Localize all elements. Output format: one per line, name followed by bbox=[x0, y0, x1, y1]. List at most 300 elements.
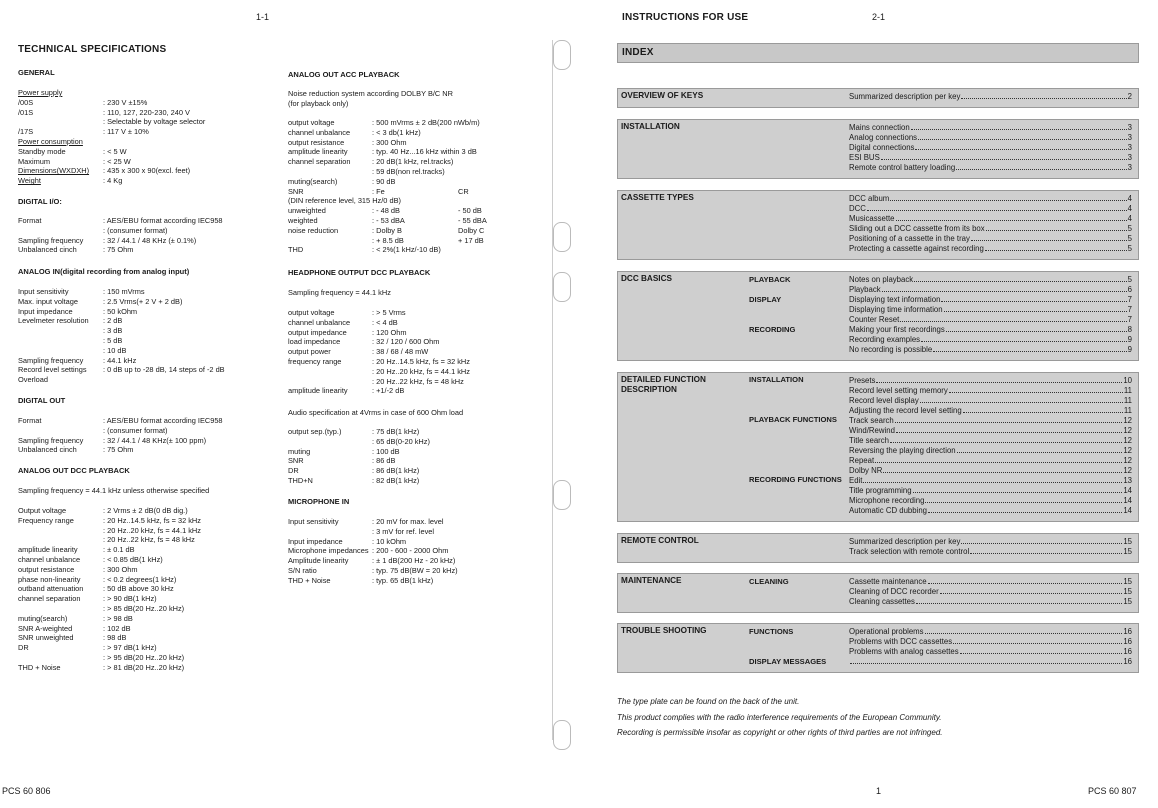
spec-value: : 120 Ohm bbox=[372, 327, 407, 337]
spec-value: : typ. 75 dB(BW = 20 kHz) bbox=[372, 565, 458, 575]
index-title: INDEX bbox=[622, 47, 654, 58]
index-entry[interactable] bbox=[849, 92, 1132, 102]
spec-label bbox=[18, 426, 103, 436]
microphone-spec-list bbox=[288, 517, 458, 586]
analog-out-acc-intro-1: Noise reduction system according DOLBY B/C NR bbox=[288, 89, 453, 98]
index-entry-title: Record level setting memory bbox=[849, 386, 948, 395]
index-entry-page: 3 bbox=[1127, 133, 1132, 142]
spec-label bbox=[18, 604, 103, 614]
index-entry[interactable] bbox=[849, 194, 1132, 204]
index-entry[interactable] bbox=[849, 143, 1132, 153]
left-footer-code: PCS 60 806 bbox=[2, 786, 51, 796]
spec-label bbox=[18, 336, 103, 346]
index-category: REMOTE CONTROL bbox=[621, 536, 699, 545]
headphone-audio-spec: Audio specification at 4Vrms in case of 600 Ohm load bbox=[288, 408, 464, 417]
spec-value: : 32 / 44.1 / 48 KHz(± 100 ppm) bbox=[103, 435, 207, 445]
index-entry[interactable] bbox=[849, 627, 1132, 637]
index-entry-page: 4 bbox=[1127, 214, 1132, 223]
spec-label: Sampling frequency bbox=[18, 235, 84, 245]
spec-value: : Dolby B bbox=[372, 225, 402, 235]
index-entry[interactable] bbox=[849, 587, 1132, 597]
index-entry[interactable] bbox=[849, 637, 1132, 647]
index-entry-page: 16 bbox=[1123, 637, 1132, 646]
index-entry[interactable] bbox=[849, 335, 1132, 345]
index-entry-page: 12 bbox=[1123, 446, 1132, 455]
spec-value: : 86 dB bbox=[372, 456, 396, 466]
spec-value: : < 0.85 dB(1 kHz) bbox=[103, 554, 163, 564]
index-category: TROUBLE SHOOTING bbox=[621, 626, 707, 635]
spec-label bbox=[18, 117, 103, 127]
spec-label: output resistance bbox=[288, 137, 345, 147]
gutter-line bbox=[552, 40, 553, 740]
index-entry-title: Recording examples bbox=[849, 335, 921, 344]
index-entry-title: Protecting a cassette against recording bbox=[849, 244, 984, 253]
spec-label bbox=[18, 526, 103, 536]
index-subcategory: DISPLAY MESSAGES bbox=[749, 657, 827, 666]
page-title: TECHNICAL SPECIFICATIONS bbox=[18, 44, 167, 55]
index-entry[interactable] bbox=[849, 547, 1132, 557]
spec-value: : > 85 dB(20 Hz..20 kHz) bbox=[103, 603, 185, 613]
index-entry-page: 16 bbox=[1123, 647, 1132, 656]
spec-value: : > 98 dB bbox=[103, 613, 133, 623]
spec-value-cr: - 55 dBA bbox=[458, 215, 487, 225]
spec-label: Levelmeter resolution bbox=[18, 316, 89, 326]
index-entry-title: Counter Reset bbox=[849, 315, 900, 324]
index-entry-title: Notes on playback bbox=[849, 275, 914, 284]
spec-value: : 20 mV for max. level bbox=[372, 517, 444, 526]
spec-label: Input sensitivity bbox=[288, 517, 339, 526]
spec-value: : 102 dB bbox=[103, 623, 131, 633]
spec-value: : 150 mVrms bbox=[103, 287, 145, 296]
spec-label bbox=[288, 167, 372, 177]
microphone-heading: MICROPHONE IN bbox=[288, 497, 350, 506]
spec-value: : ± 1 dB(200 Hz - 20 kHz) bbox=[372, 556, 456, 566]
spec-label: output voltage bbox=[288, 118, 335, 127]
index-entry[interactable] bbox=[849, 456, 1132, 466]
spec-label bbox=[18, 326, 103, 336]
index-entry-title: Operational problems bbox=[849, 627, 924, 636]
general-heading: GENERAL bbox=[18, 68, 55, 77]
spec-value: : 38 / 68 / 48 mW bbox=[372, 347, 429, 357]
note-radio-interference: This product complies with the radio interference requirements of the European Community. bbox=[617, 713, 942, 722]
index-entry[interactable] bbox=[849, 446, 1132, 456]
spec-label: Sampling frequency bbox=[18, 355, 84, 365]
index-entry[interactable] bbox=[849, 597, 1132, 607]
index-entry-page: 14 bbox=[1123, 486, 1132, 495]
spec-value: : 4 Kg bbox=[103, 176, 123, 186]
spec-label: channel separation bbox=[288, 157, 351, 167]
spec-label: THD+N bbox=[288, 475, 313, 485]
index-entry-page: 12 bbox=[1123, 416, 1132, 425]
index-entry-page: 12 bbox=[1123, 466, 1132, 475]
spec-label: Unbalanced cinch bbox=[18, 245, 77, 255]
index-entry-page: 4 bbox=[1127, 194, 1132, 203]
spec-label: channel unbalance bbox=[288, 317, 351, 327]
index-subcategory: DISPLAY bbox=[749, 295, 782, 304]
spec-label: output power bbox=[288, 347, 331, 357]
spec-value: : typ. 40 Hz...16 kHz within 3 dB bbox=[372, 147, 477, 157]
index-entry-page: 3 bbox=[1127, 143, 1132, 152]
spec-label: load impedance bbox=[288, 337, 341, 347]
index-entry[interactable] bbox=[849, 345, 1132, 355]
spec-label: /17S bbox=[18, 127, 34, 137]
spec-value: : Fe bbox=[372, 186, 385, 196]
spec-label: SNR bbox=[288, 186, 304, 196]
spec-value: : 110, 127, 220-230, 240 V bbox=[103, 107, 190, 117]
analog-out-acc-intro-2: (for playback only) bbox=[288, 99, 349, 108]
spec-label: Format bbox=[18, 416, 42, 425]
spec-label: Input impedance bbox=[18, 306, 73, 316]
spec-label: channel unbalance bbox=[288, 127, 351, 137]
spec-value: : < 2%(1 kHz/-10 dB) bbox=[372, 245, 441, 255]
note-copyright: Recording is permissible insofar as copyright or other rights of third parties are not infringed. bbox=[617, 728, 943, 737]
spec-label: muting bbox=[288, 446, 311, 456]
index-entry-title: DCC bbox=[849, 204, 866, 213]
spec-value: : 20 Hz..22 kHz, fs = 48 kHz bbox=[372, 376, 464, 386]
spec-value: : 59 dB(non rel.tracks) bbox=[372, 166, 445, 176]
index-entry[interactable] bbox=[849, 163, 1132, 173]
analog-out-dcc-spec-list bbox=[18, 506, 201, 673]
spec-value: : 20 Hz..20 kHz, fs = 44.1 kHz bbox=[372, 366, 470, 376]
spec-value: : < 4 dB bbox=[372, 317, 398, 327]
index-entry[interactable] bbox=[849, 496, 1132, 506]
index-entry-title: Track selection with remote control bbox=[849, 547, 970, 556]
index-category: DCC BASICS bbox=[621, 274, 672, 283]
index-entry-title: Edit bbox=[849, 476, 863, 485]
index-entry[interactable] bbox=[849, 406, 1132, 416]
spec-value: : 100 dB bbox=[372, 446, 400, 456]
analog-out-acc-heading: ANALOG OUT ACC PLAYBACK bbox=[288, 70, 400, 79]
index-entry[interactable] bbox=[849, 133, 1132, 143]
spec-value: : 20 Hz..22 kHz, fs = 48 kHz bbox=[103, 535, 195, 545]
spec-label: Microphone impedances bbox=[288, 546, 369, 556]
spec-value: : - 48 dB bbox=[372, 206, 400, 216]
binder-hole bbox=[553, 40, 571, 70]
index-entry-title: Adjusting the record level setting bbox=[849, 406, 962, 415]
spec-value: : 86 dB(1 kHz) bbox=[372, 466, 420, 476]
spec-label: output sep.(typ.) bbox=[288, 427, 342, 436]
index-category: CASSETTE TYPES bbox=[621, 193, 694, 202]
index-entry-title: Presets bbox=[849, 376, 876, 385]
index-entry-page: 5 bbox=[1127, 275, 1132, 284]
spec-value: : 2 dB bbox=[103, 316, 123, 326]
spec-label: SNR bbox=[288, 456, 304, 466]
spec-value: : 75 dB(1 kHz) bbox=[372, 427, 420, 436]
index-entry-page: 14 bbox=[1123, 506, 1132, 515]
spec-value: : Selectable by voltage selector bbox=[103, 117, 206, 127]
spec-label: Format bbox=[18, 216, 42, 225]
index-entry[interactable] bbox=[849, 285, 1132, 295]
index-entry[interactable] bbox=[849, 396, 1132, 406]
index-entry-page: 5 bbox=[1127, 234, 1132, 243]
index-entry-title: Problems with DCC cassettes bbox=[849, 637, 953, 646]
index-entry[interactable] bbox=[849, 426, 1132, 436]
headphone-heading: HEADPHONE OUTPUT DCC PLAYBACK bbox=[288, 268, 431, 277]
index-entry-title: Wind/Rewind bbox=[849, 426, 895, 435]
digital-out-heading: DIGITAL OUT bbox=[18, 396, 66, 405]
index-entry-page: 13 bbox=[1123, 476, 1132, 485]
spec-value: : 50 kOhm bbox=[103, 306, 138, 316]
spec-label: Output voltage bbox=[18, 506, 67, 515]
index-entry[interactable] bbox=[849, 305, 1132, 315]
right-page-header: INSTRUCTIONS FOR USE bbox=[622, 12, 749, 23]
spec-label: Power consumption bbox=[18, 136, 83, 146]
spec-value: : 20 dB(1 kHz, rel.tracks) bbox=[372, 157, 454, 167]
spec-label bbox=[18, 226, 103, 236]
spec-label: Sampling frequency bbox=[18, 435, 84, 445]
index-entry-title: Summarized description per key bbox=[849, 537, 961, 546]
note-type-plate: The type plate can be found on the back of the unit. bbox=[617, 697, 800, 706]
spec-value: : 200 - 600 - 2000 Ohm bbox=[372, 546, 449, 556]
spec-value: : 65 dB(0-20 kHz) bbox=[372, 436, 430, 446]
spec-value: : 90 dB bbox=[372, 176, 396, 186]
digital-io-heading: DIGITAL I/O: bbox=[18, 197, 62, 206]
index-entry-page: 5 bbox=[1127, 244, 1132, 253]
index-entry-title: Repeat bbox=[849, 456, 875, 465]
index-entry[interactable] bbox=[849, 537, 1132, 547]
index-entry-title: Mains connection bbox=[849, 123, 910, 132]
right-page-number-top: 2-1 bbox=[872, 12, 886, 22]
spec-value: : 82 dB(1 kHz) bbox=[372, 475, 420, 485]
spec-value-cr: + 17 dB bbox=[458, 235, 484, 245]
index-entry-title: Playback bbox=[849, 285, 881, 294]
spec-label bbox=[18, 535, 103, 545]
index-entry[interactable] bbox=[849, 386, 1132, 396]
spec-label: Weight bbox=[18, 176, 41, 186]
index-title-band bbox=[617, 43, 1139, 63]
index-entry-title: Digital connections bbox=[849, 143, 915, 152]
spec-label: Amplitude linearity bbox=[288, 556, 349, 566]
spec-value: : 10 kOhm bbox=[372, 536, 407, 546]
spec-value: : 75 Ohm bbox=[103, 445, 134, 455]
index-entry[interactable] bbox=[849, 153, 1132, 163]
index-entry-title: Title search bbox=[849, 436, 890, 445]
binder-hole bbox=[553, 720, 571, 750]
index-category: MAINTENANCE bbox=[621, 576, 682, 585]
index-entry[interactable] bbox=[849, 214, 1132, 224]
index-entry-title: No recording is possible bbox=[849, 345, 933, 354]
index-entry-page: 9 bbox=[1127, 345, 1132, 354]
index-entry[interactable] bbox=[849, 234, 1132, 244]
index-subcategory: FUNCTIONS bbox=[749, 627, 794, 636]
index-entry-page: 11 bbox=[1123, 386, 1132, 395]
index-entry-title: Problems with analog cassettes bbox=[849, 647, 959, 656]
headphone-spec-list-2 bbox=[288, 427, 430, 486]
spec-value: : 20 Hz..20 kHz, fs = 44.1 kHz bbox=[103, 525, 201, 535]
index-entry-page: 7 bbox=[1127, 295, 1132, 304]
index-subcategory: PLAYBACK bbox=[749, 275, 791, 284]
index-entry-page: 15 bbox=[1123, 587, 1132, 596]
spec-label: S/N ratio bbox=[288, 565, 317, 575]
spec-value: : 500 mVrms ± 2 dB(200 nWb/m) bbox=[372, 118, 480, 127]
index-entry-page: 15 bbox=[1123, 597, 1132, 606]
index-entry-title: Analog connections bbox=[849, 133, 918, 142]
spec-label: Overload bbox=[18, 375, 48, 385]
spec-value: : 2 Vrms ± 2 dB(0 dB dig.) bbox=[103, 506, 188, 515]
spec-value: : 300 Ohm bbox=[372, 137, 407, 147]
index-entry-title: DCC album bbox=[849, 194, 890, 203]
index-entry-page: 6 bbox=[1127, 285, 1132, 294]
index-entry[interactable] bbox=[849, 436, 1132, 446]
spec-label: Frequency range bbox=[18, 515, 74, 525]
index-entry-title: Automatic CD dubbing bbox=[849, 506, 928, 515]
spec-label: output resistance bbox=[18, 564, 75, 574]
index-entry-title: Reversing the playing direction bbox=[849, 446, 956, 455]
spec-label: amplitude linearity bbox=[288, 386, 348, 396]
spec-label: muting(search) bbox=[288, 176, 338, 186]
index-subcategory: INSTALLATION bbox=[749, 375, 804, 384]
spec-label bbox=[288, 377, 372, 387]
spec-value: : 75 Ohm bbox=[103, 245, 134, 255]
index-entry-page: 3 bbox=[1127, 163, 1132, 172]
index-subcategory: CLEANING bbox=[749, 577, 789, 586]
index-entry-title: Track search bbox=[849, 416, 894, 425]
index-entry-page: 15 bbox=[1123, 547, 1132, 556]
index-entry[interactable] bbox=[849, 466, 1132, 476]
spec-value: : > 90 dB(1 kHz) bbox=[103, 594, 157, 604]
index-subcategory: PLAYBACK FUNCTIONS bbox=[749, 415, 837, 424]
index-entry[interactable] bbox=[849, 244, 1132, 254]
index-entry-page: 14 bbox=[1123, 496, 1132, 505]
spec-value: : (consumer format) bbox=[103, 225, 168, 235]
index-entry-title: ESI BUS bbox=[849, 153, 880, 162]
spec-value: : < 5 W bbox=[103, 146, 127, 156]
spec-value: : > 5 Vrms bbox=[372, 308, 406, 317]
spec-value: : ± 0.1 dB bbox=[103, 545, 135, 555]
spec-label: (DIN reference level, 315 Hz/0 dB) bbox=[288, 196, 401, 206]
index-category: OVERVIEW OF KEYS bbox=[621, 91, 704, 100]
spec-value: : AES/EBU format according IEC958 bbox=[103, 216, 223, 225]
spec-value: : 435 x 300 x 90(excl. feet) bbox=[103, 166, 191, 176]
general-spec-list bbox=[18, 88, 205, 186]
index-entry[interactable] bbox=[849, 315, 1132, 325]
index-entry-page: 16 bbox=[1123, 627, 1132, 636]
spec-label: phase non-linearity bbox=[18, 574, 81, 584]
index-entry-title: Cleaning cassettes bbox=[849, 597, 915, 606]
spec-label: Input impedance bbox=[288, 536, 343, 546]
headphone-spec-list bbox=[288, 308, 470, 396]
spec-label: /00S bbox=[18, 97, 34, 107]
index-entry-page: 15 bbox=[1123, 537, 1132, 546]
spec-label: Record level settings bbox=[18, 365, 87, 375]
analog-in-spec-list bbox=[18, 287, 225, 385]
spec-label bbox=[288, 236, 372, 246]
index-entry-page: 11 bbox=[1123, 396, 1132, 405]
spec-value: : > 95 dB(20 Hz..20 kHz) bbox=[103, 652, 185, 662]
spec-label bbox=[288, 367, 372, 377]
analog-in-heading: ANALOG IN(digital recording from analog input) bbox=[18, 267, 190, 276]
binder-hole bbox=[553, 480, 571, 510]
index-entry-page: 15 bbox=[1123, 577, 1132, 586]
index-subcategory: RECORDING bbox=[749, 325, 796, 334]
index-entry[interactable] bbox=[849, 204, 1132, 214]
spec-value: : 10 dB bbox=[103, 345, 127, 355]
spec-value: : - 53 dBA bbox=[372, 215, 405, 225]
spec-label: Max. input voltage bbox=[18, 296, 78, 306]
spec-label: Power supply bbox=[18, 88, 63, 97]
spec-label: amplitude linearity bbox=[288, 147, 348, 157]
spec-label: channel separation bbox=[18, 594, 81, 604]
index-entry-title: Cleaning of DCC recorder bbox=[849, 587, 939, 596]
right-footer-page: 1 bbox=[876, 786, 882, 796]
left-page-number-top: 1-1 bbox=[256, 12, 270, 22]
index-entry[interactable] bbox=[849, 476, 1132, 486]
spec-label: DR bbox=[288, 466, 299, 476]
index-entry[interactable] bbox=[849, 123, 1132, 133]
spec-label: Input sensitivity bbox=[18, 287, 69, 296]
index-entry[interactable] bbox=[849, 275, 1132, 285]
index-entry[interactable] bbox=[849, 506, 1132, 516]
index-entry[interactable] bbox=[849, 325, 1132, 335]
analog-out-acc-spec-list bbox=[288, 118, 487, 255]
index-entry[interactable] bbox=[849, 577, 1132, 587]
spec-value-cr: CR bbox=[458, 186, 469, 196]
index-entry[interactable] bbox=[849, 295, 1132, 305]
spec-value: : > 97 dB(1 kHz) bbox=[103, 643, 157, 653]
index-subcategory: RECORDING FUNCTIONS bbox=[749, 475, 842, 484]
spec-value: : 3 dB bbox=[103, 326, 123, 336]
index-entry-title: Positioning of a cassette in the tray bbox=[849, 234, 970, 243]
index-entry-page: 12 bbox=[1123, 436, 1132, 445]
index-entry-page: 3 bbox=[1127, 123, 1132, 132]
spec-value: : 117 V ± 10% bbox=[103, 127, 149, 137]
spec-label bbox=[18, 653, 103, 663]
index-entry-title: Musicassette bbox=[849, 214, 895, 223]
spec-label: SNR unweighted bbox=[18, 633, 74, 643]
spec-value: : 3 mV for ref. level bbox=[372, 526, 435, 536]
spec-value: : < 25 W bbox=[103, 156, 131, 166]
spec-value: : < 3 db(1 kHz) bbox=[372, 127, 421, 137]
index-entry[interactable] bbox=[849, 647, 1132, 657]
index-entry[interactable] bbox=[849, 486, 1132, 496]
index-entry[interactable] bbox=[849, 657, 1132, 667]
index-entry[interactable] bbox=[849, 224, 1132, 234]
spec-label: unweighted bbox=[288, 206, 326, 216]
spec-label: muting(search) bbox=[18, 613, 68, 623]
spec-label: noise reduction bbox=[288, 225, 339, 235]
index-entry-title: Sliding out a DCC cassette from its box bbox=[849, 224, 985, 233]
spec-label bbox=[18, 346, 103, 356]
spec-label bbox=[288, 437, 372, 447]
spec-value: : 5 dB bbox=[103, 335, 123, 345]
index-entry-page: 16 bbox=[1123, 657, 1132, 666]
spec-value: : (consumer format) bbox=[103, 425, 168, 435]
spec-value: : + 8.5 dB bbox=[372, 235, 404, 245]
index-entry-page: 3 bbox=[1127, 153, 1132, 162]
spec-label: Maximum bbox=[18, 156, 51, 166]
spec-value: : < 0.2 degrees(1 kHz) bbox=[103, 574, 177, 584]
index-category: DETAILED FUNCTION bbox=[621, 375, 706, 384]
spec-label: Dimensions(WXDXH) bbox=[18, 166, 90, 176]
index-category: INSTALLATION bbox=[621, 122, 680, 131]
spec-label: outband attenuation bbox=[18, 584, 84, 594]
digital-io-spec-list bbox=[18, 216, 223, 255]
spec-value: : 32 / 120 / 600 Ohm bbox=[372, 337, 440, 347]
right-footer-code: PCS 60 807 bbox=[1088, 786, 1137, 796]
spec-label: frequency range bbox=[288, 356, 342, 366]
spec-label bbox=[288, 527, 372, 537]
index-entry[interactable] bbox=[849, 376, 1132, 386]
index-entry-page: 10 bbox=[1123, 376, 1132, 385]
spec-value: : 20 Hz..14.5 kHz, fs = 32 kHz bbox=[372, 356, 470, 366]
index-entry-page: 12 bbox=[1123, 426, 1132, 435]
index-entry-page: 8 bbox=[1127, 325, 1132, 334]
index-category-line-2: DESCRIPTION bbox=[621, 385, 677, 394]
index-entry-title: Summarized description per key bbox=[849, 92, 961, 101]
spec-label: DR bbox=[18, 643, 29, 653]
index-entry-title: Record level display bbox=[849, 396, 919, 405]
index-entry[interactable] bbox=[849, 416, 1132, 426]
